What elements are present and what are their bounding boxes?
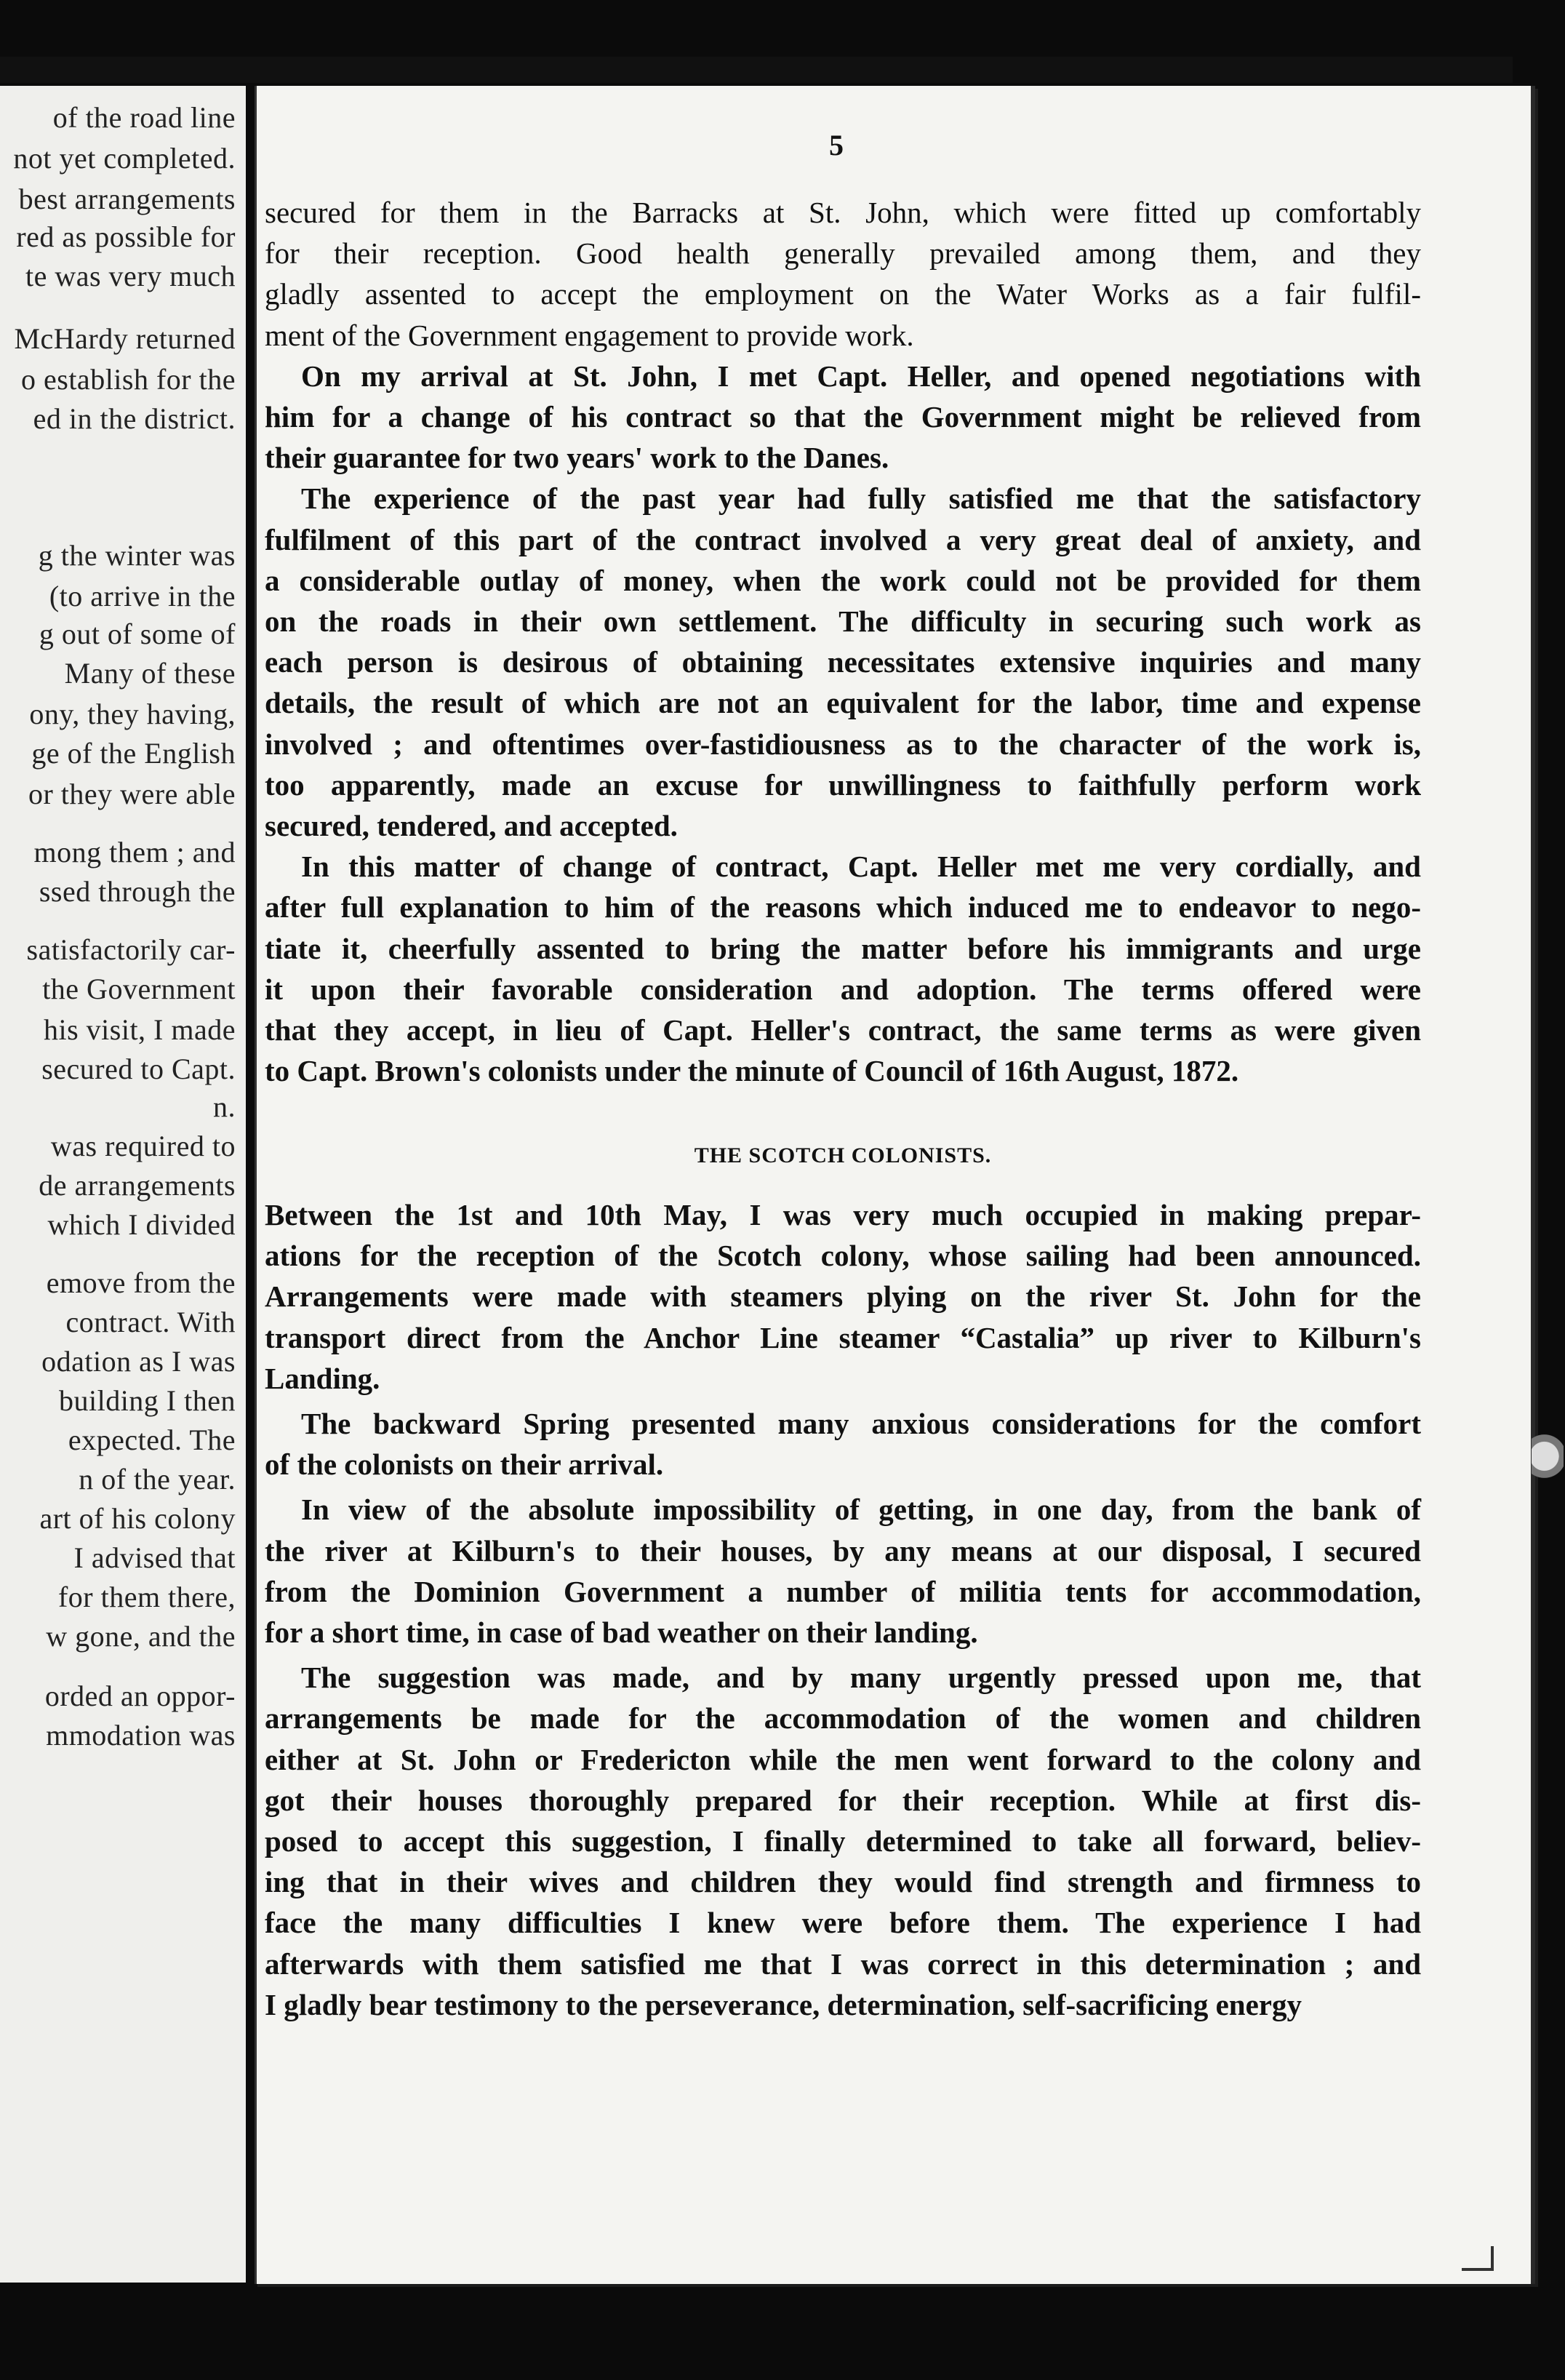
text-line: ing that in their wives and children they would find strength and firmness to xyxy=(265,1865,1421,1899)
text-line: too apparently, made an excuse for unwillingness to faithfully perform work xyxy=(265,767,1421,802)
body-section-2 xyxy=(265,1194,1421,2029)
paragraph xyxy=(265,356,1421,479)
facing-page-line: n of the year. xyxy=(79,1463,236,1496)
body-section-1 xyxy=(265,192,1421,1091)
facing-page-line: orded an oppor- xyxy=(44,1680,236,1712)
paragraph xyxy=(265,1657,1421,2025)
text-line: that they accept, in lieu of Capt. Heller's contract, the same terms as were given xyxy=(265,1013,1421,1047)
text-line: face the many difficulties I knew were before them. The experience I had xyxy=(265,1906,1421,1940)
facing-page-line: odation as I was xyxy=(41,1345,236,1378)
facing-page-line: I advised that xyxy=(73,1541,236,1574)
text-line: transport direct from the Anchor Line steamer “Castalia” up river to Kilburn's xyxy=(265,1320,1421,1354)
facing-page-line: or they were able xyxy=(28,778,236,810)
facing-page-line: red as possible for xyxy=(16,220,236,253)
page-number: 5 xyxy=(829,129,844,161)
facing-page-line: of the road line xyxy=(52,101,236,134)
facing-page-line: g out of some of xyxy=(39,618,236,650)
facing-page-line: art of his colony xyxy=(39,1502,236,1535)
text-line: secured for them in the Barracks at St. John, which were fitted up comfortably xyxy=(265,196,1421,229)
text-line: him for a change of his contract so that the Government might be relieved from xyxy=(265,400,1421,434)
facing-page-line: his visit, I made xyxy=(43,1013,236,1046)
facing-page-line: mmodation was xyxy=(46,1719,236,1752)
facing-page-line: w gone, and the xyxy=(46,1620,236,1653)
facing-page-line: ge of the English xyxy=(31,737,236,770)
text-line: In view of the absolute impossibility of getting, in one day, from the bank of xyxy=(301,1493,1421,1527)
text-line: Between the 1st and 10th May, I was very much occupied in making prepar- xyxy=(265,1198,1421,1231)
text-line: to Capt. Brown's colonists under the minute of Council of 16th August, 1872. xyxy=(265,1054,1239,1088)
facing-page-line: which I divided xyxy=(47,1208,236,1241)
paragraph xyxy=(265,1194,1421,1399)
text-line: The experience of the past year had fully satisfied me that the satisfactory xyxy=(301,482,1421,516)
facing-page-line: (to arrive in the xyxy=(49,580,236,612)
text-line: Landing. xyxy=(265,1361,380,1395)
facing-page-line: expected. The xyxy=(68,1423,236,1456)
facing-page-line: Many of these xyxy=(64,657,236,690)
text-line: The backward Spring presented many anxious considerations for the comfort xyxy=(301,1407,1421,1441)
facing-page-line: building I then xyxy=(58,1384,236,1417)
facing-page-line: the Government xyxy=(42,973,236,1005)
text-line: Arrangements were made with steamers plying on the river St. John for the xyxy=(265,1279,1421,1314)
scan-border xyxy=(0,57,1513,83)
facing-page-line: mong them ; and xyxy=(33,836,236,868)
text-line: posed to accept this suggestion, I finally determined to take all forward, believ- xyxy=(265,1824,1421,1858)
text-line: from the Dominion Government a number of militia tents for accommodation, xyxy=(265,1574,1421,1608)
text-line: secured, tendered, and accepted. xyxy=(265,809,678,843)
text-line: on the roads in their own settlement. The difficulty in securing such work as xyxy=(265,604,1421,639)
page-corner-mark xyxy=(1462,2246,1494,2271)
text-line: either at St. John or Fredericton while the men went forward to the colony and xyxy=(265,1742,1421,1776)
facing-page-line: de arrangements xyxy=(39,1169,236,1202)
facing-page-line: ony, they having, xyxy=(29,698,236,730)
text-line: their guarantee for two years' work to the Danes. xyxy=(265,441,889,475)
text-line: fulfilment of this part of the contract involved a very great deal of anxiety, and xyxy=(265,522,1421,556)
text-line: The suggestion was made, and by many urgently pressed upon me, that xyxy=(301,1661,1421,1695)
facing-page-line: g the winter was xyxy=(38,539,236,572)
text-line: got their houses thoroughly prepared for their reception. While at first dis- xyxy=(265,1783,1421,1817)
facing-page-line: was required to xyxy=(50,1130,236,1162)
text-line: it upon their favorable consideration and adoption. The terms offered were xyxy=(265,972,1421,1006)
facing-page-line: satisfactorily car- xyxy=(26,933,236,966)
paragraph xyxy=(265,1403,1421,1485)
text-line: details, the result of which are not an equivalent for the labor, time and expense xyxy=(265,686,1421,720)
text-line: In this matter of change of contract, Capt. Heller met me very cordially, and xyxy=(301,850,1421,884)
facing-page-line: emove from the xyxy=(46,1266,236,1299)
text-line: for their reception. Good health generally prevailed among them, and they xyxy=(265,236,1421,271)
section-heading: THE SCOTCH COLONISTS. xyxy=(694,1143,992,1167)
text-line: arrangements be made for the accommodation of the women and children xyxy=(265,1701,1421,1736)
paragraph xyxy=(265,478,1421,846)
facing-page-line: contract. With xyxy=(65,1306,236,1338)
text-line: tiate it, cheerfully assented to bring the matter before his immigrants and urge xyxy=(265,931,1421,965)
facing-page-line: not yet completed. xyxy=(13,142,236,175)
text-line: ations for the reception of the Scotch colony, whose sailing had been announced. xyxy=(265,1239,1421,1273)
text-line: a considerable outlay of money, when the work could not be provided for them xyxy=(265,563,1421,597)
facing-page-line: te was very much xyxy=(25,260,236,292)
facing-page-line: ed in the district. xyxy=(33,402,236,435)
text-line: each person is desirous of obtaining necessitates extensive inquiries and many xyxy=(265,645,1421,679)
facing-page-line: n. xyxy=(213,1090,236,1123)
text-line: of the colonists on their arrival. xyxy=(265,1447,664,1482)
text-line: involved ; and oftentimes over-fastidiousness as to the character of the work is, xyxy=(265,727,1421,761)
paragraph xyxy=(265,192,1421,356)
scan-artifact xyxy=(1532,1413,1564,1500)
text-line: after full explanation to him of the reasons which induced me to endeavor to nego- xyxy=(265,890,1421,925)
facing-page-line: ssed through the xyxy=(39,875,236,908)
text-line: I gladly bear testimony to the perseverance, determination, self-sacrificing energy xyxy=(265,1987,1302,2021)
text-line: gladly assented to accept the employment on the Water Works as a fair fulfil- xyxy=(265,277,1421,311)
facing-page-line: secured to Capt. xyxy=(41,1053,236,1085)
text-line: ment of the Government engagement to provide work. xyxy=(265,318,914,352)
text-line: for a short time, in case of bad weather on their landing. xyxy=(265,1616,978,1650)
paragraph xyxy=(265,1489,1421,1653)
text-line: On my arrival at St. John, I met Capt. Heller, and opened negotiations with xyxy=(301,359,1421,393)
text-line: the river at Kilburn's to their houses, by any means at our disposal, I secured xyxy=(265,1533,1421,1568)
facing-page-line: McHardy returned xyxy=(14,322,236,355)
facing-page-fragment xyxy=(0,86,246,2283)
facing-page-line: o establish for the xyxy=(21,363,236,396)
text-line: afterwards with them satisfied me that I was correct in this determination ; and xyxy=(265,1946,1421,1981)
paragraph xyxy=(265,846,1421,1091)
facing-page-line: best arrangements xyxy=(18,183,236,215)
facing-page-line: for them there, xyxy=(57,1581,236,1613)
